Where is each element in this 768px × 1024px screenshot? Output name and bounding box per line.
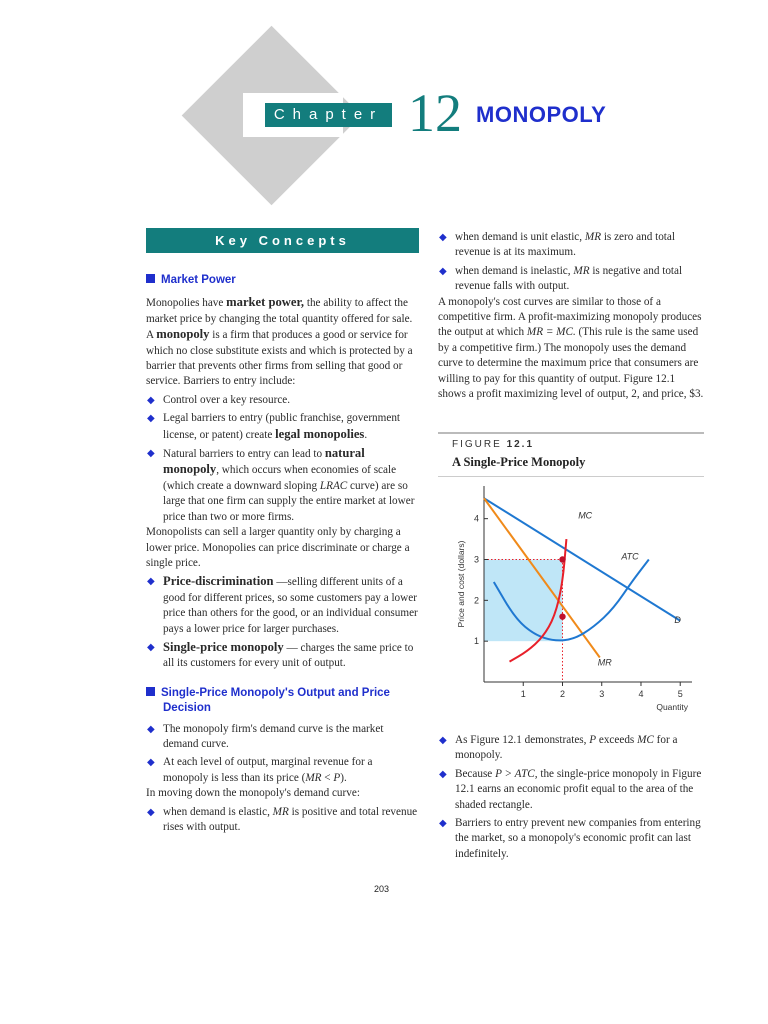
- y-tick-label: 2: [473, 595, 479, 606]
- list-item: ◆ when demand is unit elastic, MR is zero and total revenue is at its maximum.: [439, 231, 675, 259]
- list-item: ◆ when demand is elastic, MR is positive and total revenue rises with output.: [147, 805, 418, 833]
- list-item: ◆ Price-discrimination —selling different units of a good for different prices, so some customers pay a lower price than others for the good, or an individual consumer pays a lower price for larger purchases.: [147, 574, 418, 635]
- figure-label: FIGURE 12.1: [452, 439, 535, 450]
- list-item: ◆ Legal barriers to entry (public franchise, government license, or patent) create legal monopolies.: [147, 412, 401, 441]
- x-tick-label: 2: [559, 689, 565, 699]
- list-item: ◆ The monopoly firm's demand curve is the market demand curve.: [147, 722, 384, 750]
- diamond-bullet-icon: ◆: [147, 576, 155, 588]
- diamond-bullet-icon: ◆: [147, 394, 155, 406]
- list-item: ◆ Single-price monopoly — charges the same price to all its customers for every unit of output.: [147, 639, 414, 670]
- figure-title: A Single-Price Monopoly: [452, 455, 586, 469]
- series-d-label: D: [674, 614, 681, 625]
- profit-rectangle: [484, 560, 562, 642]
- series-mc-label: MC: [578, 510, 593, 521]
- series-atc-label: ATC: [621, 551, 639, 562]
- list-item: ◆ At each level of output, marginal revenue for a monopoly is less than its price (MR < P).: [147, 756, 373, 784]
- y-tick-label: 4: [473, 513, 479, 524]
- right-column-bottom: [438, 733, 704, 862]
- list-item: ◆ Barriers to entry prevent new companies from entering the market, so a monopoly's economic profit can last indefinitely.: [439, 817, 701, 860]
- diamond-bullet-icon: ◆: [147, 641, 155, 653]
- figure-rule: [438, 432, 704, 434]
- diamond-bullet-icon: ◆: [147, 723, 155, 735]
- diamond-bullet-icon: ◆: [439, 265, 447, 277]
- list-item: ◆ Because P > ATC, the single-price monopoly in Figure 12.1 earns an economic profit equal to the area of the shaded rectangle.: [439, 767, 702, 811]
- market-power-heading: Market Power: [146, 273, 419, 288]
- x-tick-label: 3: [599, 689, 605, 699]
- square-bullet-icon: [146, 687, 155, 696]
- right-column-top: [438, 230, 704, 404]
- diamond-bullet-icon: ◆: [439, 768, 447, 780]
- list-item: ◆ Natural barriers to entry can lead to natural monopoly, which occurs when economies of scale (which create a downward sloping LRAC curve) are so large that one firm can supply the entire market at lower price than two or more firms.: [147, 446, 415, 523]
- chapter-title: MONOPOLY: [476, 102, 607, 127]
- x-axis-label: Quantity: [656, 702, 688, 712]
- list-item: ◆ when demand is inelastic, MR is negative and total revenue falls with output.: [439, 264, 683, 293]
- x-tick-label: 4: [638, 689, 644, 699]
- figure-title-rule: [438, 476, 704, 477]
- cost-curves-paragraph: A monopoly's cost curves are similar to those of a competitive firm. A profit-maximizing monopoly produces the output at which MR = MC. (This rule is the same used by a competitive firm.) The monopoly uses the demand curve to determine the maximum price that consumers are willing to pay for this quantity of output. Figure 12.1 shows a profit maximizing level of output, 2, and price, $3.: [438, 295, 704, 401]
- single-price-heading: Single-Price Monopoly's Output and Price Decision: [146, 686, 419, 717]
- y-tick-label: 3: [473, 554, 479, 565]
- list-item: ◆ As Figure 12.1 demonstrates, P exceeds MC for a monopoly.: [439, 734, 678, 762]
- left-column: [146, 273, 419, 835]
- chapter-label: Chapter: [265, 103, 392, 127]
- diamond-bullet-icon: ◆: [439, 735, 447, 746]
- x-tick-label: 5: [677, 689, 683, 699]
- diamond-bullet-icon: ◆: [439, 818, 447, 830]
- y-axis-label: Price and cost (dollars): [456, 540, 466, 628]
- diamond-bullet-icon: ◆: [147, 413, 155, 425]
- page-number: 203: [374, 884, 390, 894]
- key-concepts-banner: Key Concepts: [146, 228, 419, 253]
- price-point: [559, 556, 565, 562]
- diamond-bullet-icon: ◆: [147, 806, 155, 818]
- mr-mc-intersection-point: [559, 613, 565, 619]
- y-tick-label: 1: [473, 636, 479, 647]
- demand-paragraph: In moving down the monopoly's demand curve:: [146, 787, 360, 800]
- square-bullet-icon: [146, 274, 155, 283]
- list-item: ◆ Control over a key resource.: [146, 393, 419, 408]
- price-paragraph: Monopolists can sell a larger quantity only by charging a lower price. Monopolies can price discriminate or charge a single price.: [146, 526, 410, 569]
- market-power-paragraph: Monopolies have market power, the ability to affect the market price by changing the total quantity offered for sale. A monopoly is a firm that produces a good or service for which no close substitute exists and which is protected by a barrier that prevents other firms from selling that good or service. Barriers to entry include:: [146, 295, 413, 388]
- x-tick-label: 1: [520, 689, 526, 699]
- diamond-bullet-icon: ◆: [147, 448, 155, 460]
- chapter-number: 12: [408, 83, 462, 143]
- series-mr-label: MR: [597, 657, 612, 668]
- monopoly-chart: [438, 478, 704, 720]
- diamond-bullet-icon: ◆: [439, 232, 447, 243]
- diamond-bullet-icon: ◆: [147, 757, 155, 769]
